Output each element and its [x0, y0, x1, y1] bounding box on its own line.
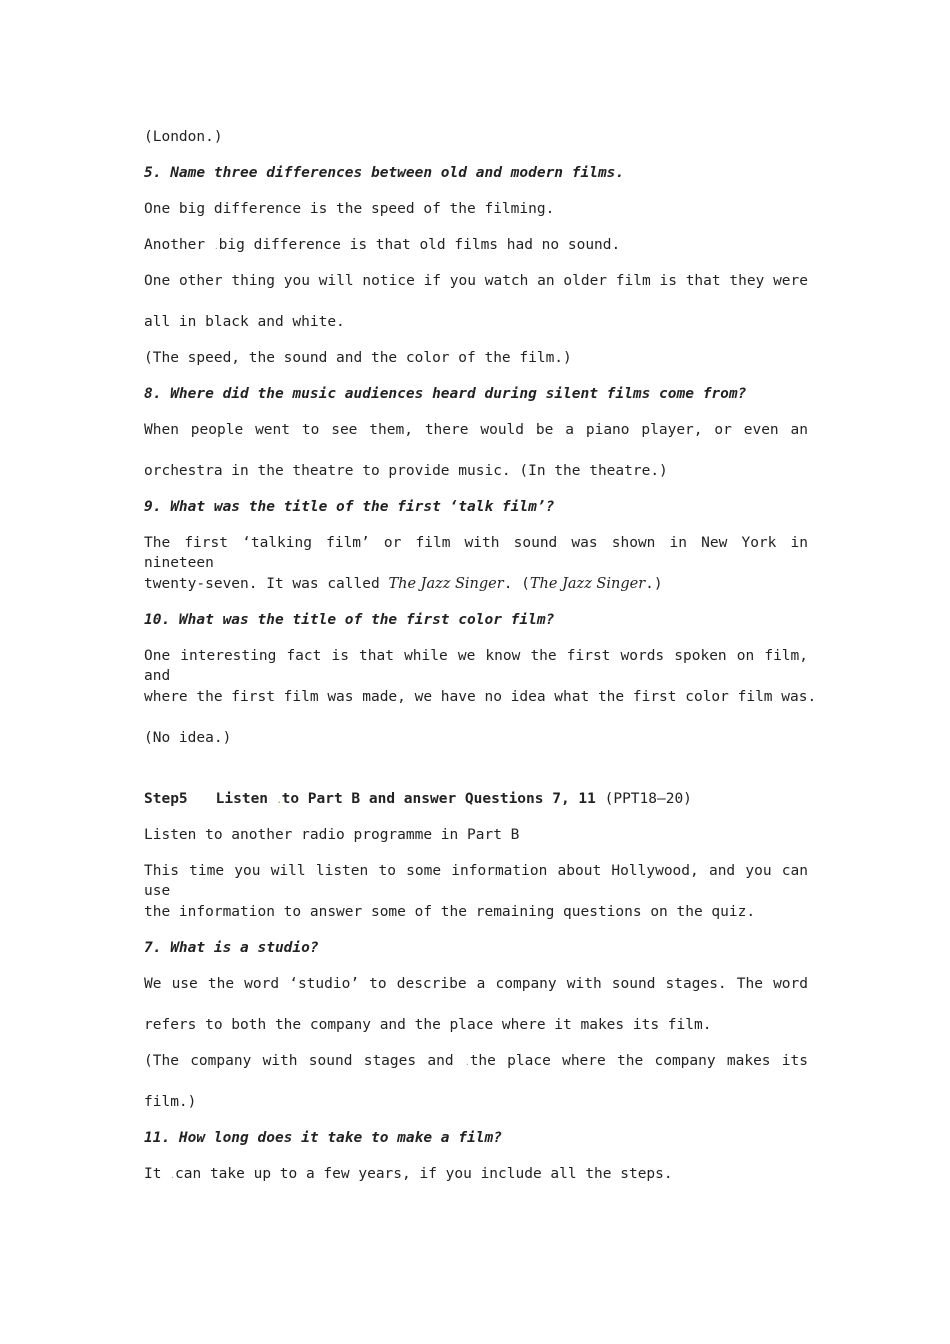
paragraph-line: When people went to see them, there would be a piano player, or even an	[144, 422, 808, 438]
question-10: 10. What was the title of the first color film?	[144, 612, 555, 628]
text-run: (The company with sound stages and	[144, 1053, 465, 1069]
paragraph-line: refers to both the company and the place where it makes its film.	[144, 1017, 712, 1033]
marker-dot: .	[213, 242, 219, 251]
question-8: 8. Where did the music audiences heard during silent films come from?	[144, 386, 747, 402]
text-run: to Part B and answer Questions 7, 11	[281, 791, 596, 807]
step-label: Step5	[144, 791, 188, 807]
paragraph-line: where the first film was made, we have no idea what the first color film was.	[144, 689, 817, 705]
marker-dot: .	[464, 1058, 470, 1067]
paragraph-line: One interesting fact is that while we know the first words spoken on film, and	[144, 648, 808, 684]
answer-london: (London.)	[144, 129, 223, 145]
paragraph-line	[144, 235, 808, 257]
answer-line: film.)	[144, 1094, 197, 1110]
answer-line: (No idea.)	[144, 730, 232, 746]
paragraph-line: One other thing you will notice if you watch an older film is that they were	[144, 273, 808, 289]
paragraph-line: Listen to another radio programme in Part B	[144, 827, 520, 843]
paragraph-line: all in black and white.	[144, 314, 345, 330]
paragraph-line: the information to answer some of the remaining questions on the quiz.	[144, 904, 756, 920]
paragraph-line	[144, 1164, 808, 1186]
paragraph-line: We use the word ‘studio’ to describe a company with sound stages. The word	[144, 976, 808, 992]
question-7: 7. What is a studio?	[144, 940, 319, 956]
question-5: 5. Name three differences between old and modern films.	[144, 165, 625, 181]
ppt-reference: (PPT18—20)	[595, 791, 692, 807]
answer-line	[144, 1051, 808, 1073]
film-title: The Jazz Singer	[529, 576, 646, 592]
text-run: the place where the company makes its	[469, 1053, 808, 1069]
paragraph-line: orchestra in the theatre to provide music. (In the theatre.)	[144, 463, 668, 479]
answer-line: (The speed, the sound and the color of the film.)	[144, 350, 572, 366]
text-run: twenty-seven. It was called	[144, 576, 389, 592]
paragraph-line: The first ‘talking film’ or film with sound was shown in New York in nineteen	[144, 535, 808, 571]
paragraph-line: This time you will listen to some information about Hollywood, and you can use	[144, 863, 808, 899]
paragraph-line	[144, 574, 808, 594]
text-run: can take up to a few years, if you include all the steps.	[175, 1166, 673, 1182]
text-run: . (	[503, 576, 530, 592]
marker-dot: .	[276, 796, 282, 805]
marker-dot: .	[170, 1171, 176, 1180]
text-run: .)	[645, 576, 663, 592]
text-run: It	[144, 1166, 171, 1182]
text-run: Another	[144, 237, 214, 253]
film-title: The Jazz Singer	[388, 576, 504, 592]
text-run: Listen	[215, 791, 277, 807]
question-9: 9. What was the title of the first ‘talk film’?	[144, 499, 555, 515]
paragraph-line: One big difference is the speed of the filming.	[144, 201, 555, 217]
step-heading	[144, 789, 808, 811]
question-11: 11. How long does it take to make a film?	[144, 1130, 502, 1146]
text-run: big difference is that old films had no sound.	[218, 237, 621, 253]
